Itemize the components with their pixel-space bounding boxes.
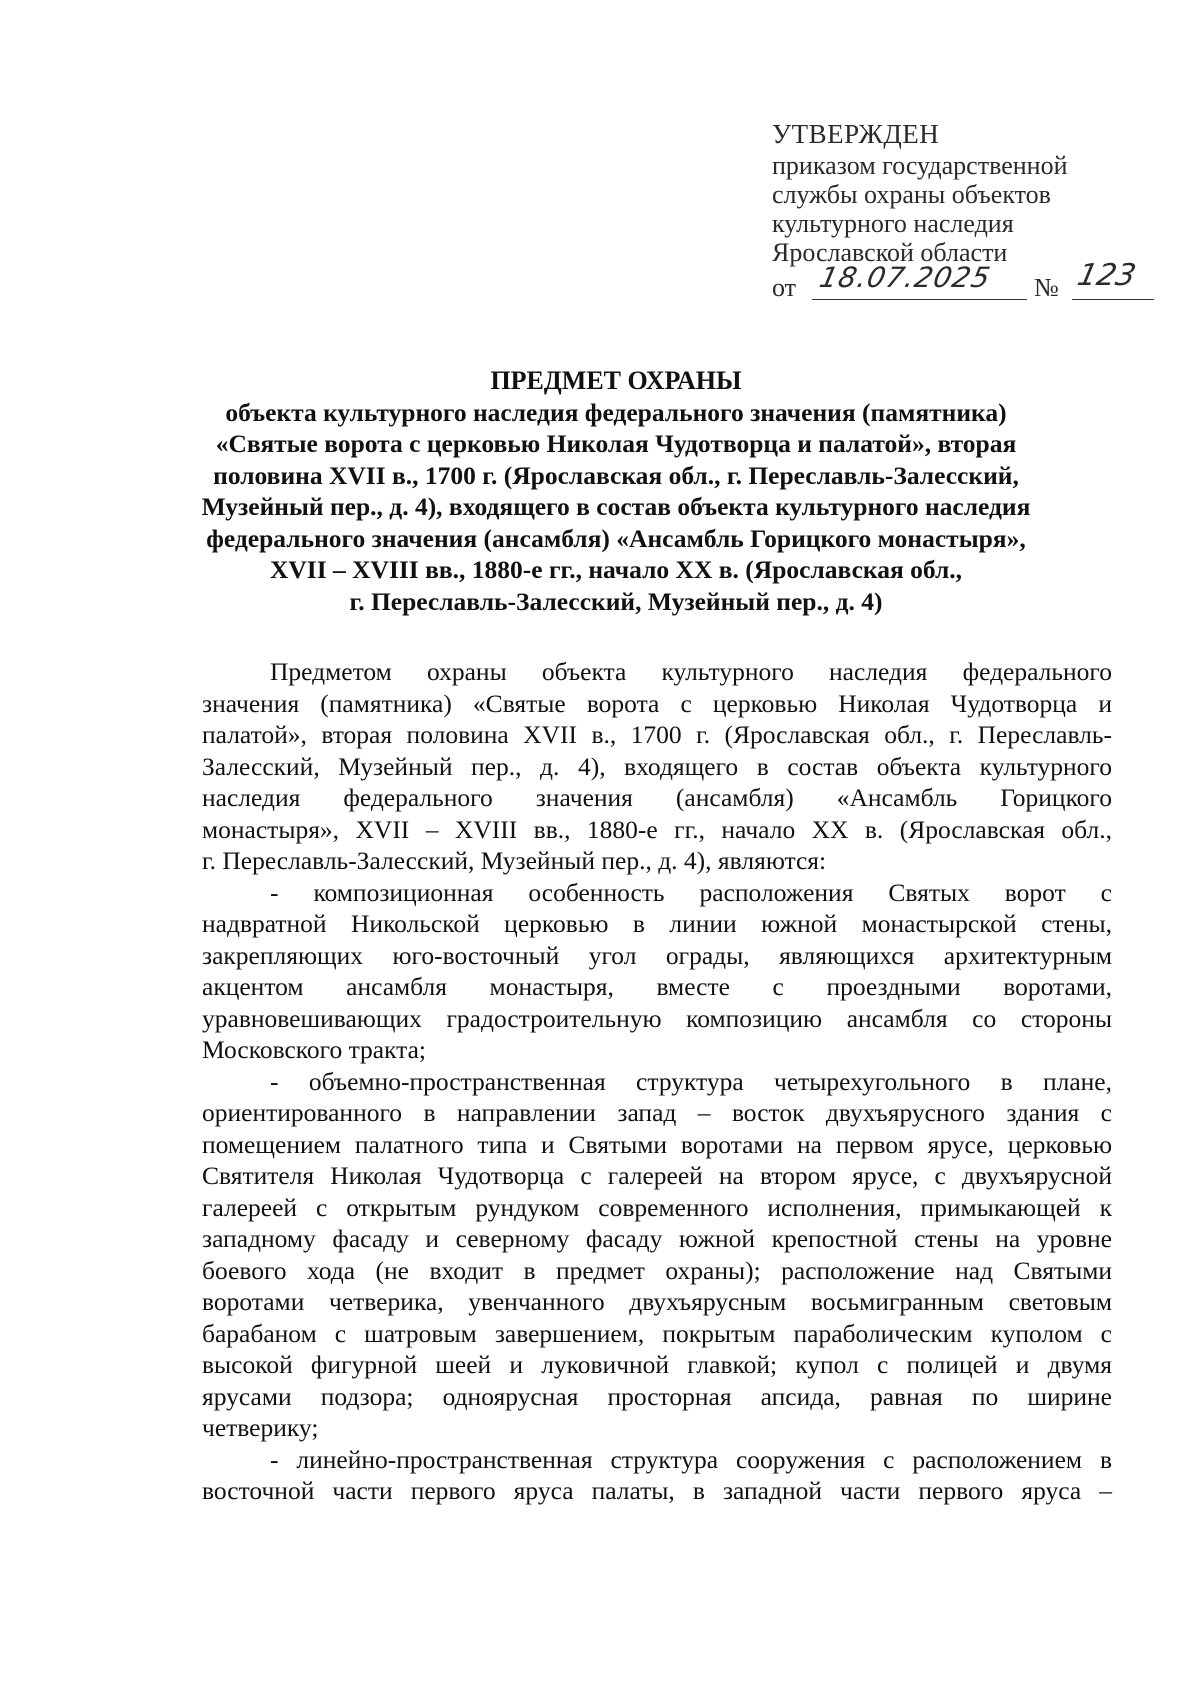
document-body (202, 656, 1112, 1507)
date-field (812, 261, 1027, 300)
text-line: западному фасаду и северному фасаду южной крепостной стены на уровне (202, 1224, 1112, 1253)
approval-block (772, 119, 1139, 305)
text-line: галереей с открытым рундуком современного исполнения, примыкающей к (202, 1192, 1112, 1222)
number-label: № (1034, 273, 1059, 302)
text-line: барабаном с шатровым завершением, покрытым параболическим куполом с (202, 1318, 1112, 1348)
heading-line: XVII – XVIII вв., 1880-е гг., начало XX в. (Ярославская обл., (269, 555, 963, 584)
heading-line: г. Переславль-Залесский, Музейный пер., д. 4) (349, 586, 883, 616)
text-line: - объемно-пространственная структура четырехугольного в плане, (270, 1066, 1112, 1096)
heading-line: объекта культурного наследия федерального значения (памятника) (225, 397, 1007, 427)
text-line: - линейно-пространственная структура сооружения с расположением в (270, 1444, 1112, 1474)
text-line: Предметом охраны объекта культурного наследия федерального (270, 657, 1112, 686)
intro-paragraph (202, 656, 1112, 877)
heading-line: половина XVII в., 1700 г. (Ярославская обл., г. Переславль-Залесский, (213, 460, 1019, 490)
text-line: высокой фигурной шеей и луковичной главкой; купол с полицей и двумя (202, 1350, 1112, 1379)
approval-line: культурного наследия (772, 209, 1014, 238)
text-line: наследия федерального значения (ансамбля) «Ансамбль Горицкого (202, 783, 1112, 812)
approval-signature-line (772, 258, 1139, 305)
text-line: ориентированного в направлении запад – восток двухъярусного здания с (202, 1098, 1112, 1127)
text-line: г. Переславль-Залесский, Музейный пер., д. 4), являются: (202, 846, 827, 875)
text-line: значения (памятника) «Святые ворота с церковью Николая Чудотворца и (202, 688, 1112, 718)
heading-line: федерального значения (ансамбля) «Ансамбль Горицкого монастыря», (206, 523, 1026, 553)
handwritten-date: 18.07.2025 (816, 261, 994, 294)
heading-line: Музейный пер., д. 4), входящего в состав объекта культурного наследия (201, 492, 1031, 521)
heading-line: «Святые ворота с церковью Николая Чудотворца и палатой», вторая (215, 429, 1017, 458)
handwritten-number: 123 (1074, 258, 1139, 293)
text-line: монастыря», XVII – XVIII вв., 1880-е гг., начало XX в. (Ярославская обл., (202, 814, 1112, 844)
text-line: восточной части первого яруса палаты, в западной части первого яруса – (202, 1476, 1112, 1505)
approval-line: приказом государственной (772, 151, 1068, 180)
approval-line: службы охраны объектов (772, 180, 1051, 209)
number-field (1072, 258, 1154, 300)
text-line: - композиционная особенность расположения Святых ворот с (270, 877, 1112, 907)
date-label: от (772, 273, 797, 302)
approval-line: Ярославской области (772, 238, 1008, 267)
list-item (202, 1444, 1112, 1507)
text-line: боевого хода (не входит в предмет охраны); расположение над Святыми (202, 1255, 1112, 1285)
text-line: воротами четверика, увенчанного двухъярусным восьмигранным световым (202, 1287, 1112, 1316)
list-item (202, 1066, 1112, 1444)
text-line: четверику; (202, 1413, 319, 1442)
approval-title: УТВЕРЖДЕН (772, 119, 940, 149)
document-title: ПРЕДМЕТ ОХРАНЫ (490, 366, 742, 395)
text-line: Московского тракта; (202, 1035, 427, 1064)
text-line: акцентом ансамбля монастыря, вместе с проездными воротами, (202, 972, 1112, 1001)
text-line: ярусами подзора; одноярусная просторная апсида, равная по ширине (202, 1381, 1112, 1411)
text-line: уравновешивающих градостроительную композицию ансамбля со стороны (202, 1003, 1112, 1033)
text-line: Залесский, Музейный пер., д. 4), входящего в состав объекта культурного (202, 751, 1112, 781)
document-heading (150, 365, 1082, 617)
text-line: Святителя Николая Чудотворца с галереей на втором ярусе, с двухъярусной (202, 1161, 1112, 1190)
list-item (202, 877, 1112, 1066)
text-line: надвратной Никольской церковью в линии южной монастырской стены, (202, 909, 1112, 938)
text-line: помещением палатного типа и Святыми воротами на первом ярусе, церковью (202, 1129, 1112, 1159)
text-line: палатой», вторая половина XVII в., 1700 г. (Ярославская обл., г. Переславль- (202, 720, 1112, 749)
text-line: закрепляющих юго-восточный угол ограды, являющихся архитектурным (202, 940, 1112, 970)
